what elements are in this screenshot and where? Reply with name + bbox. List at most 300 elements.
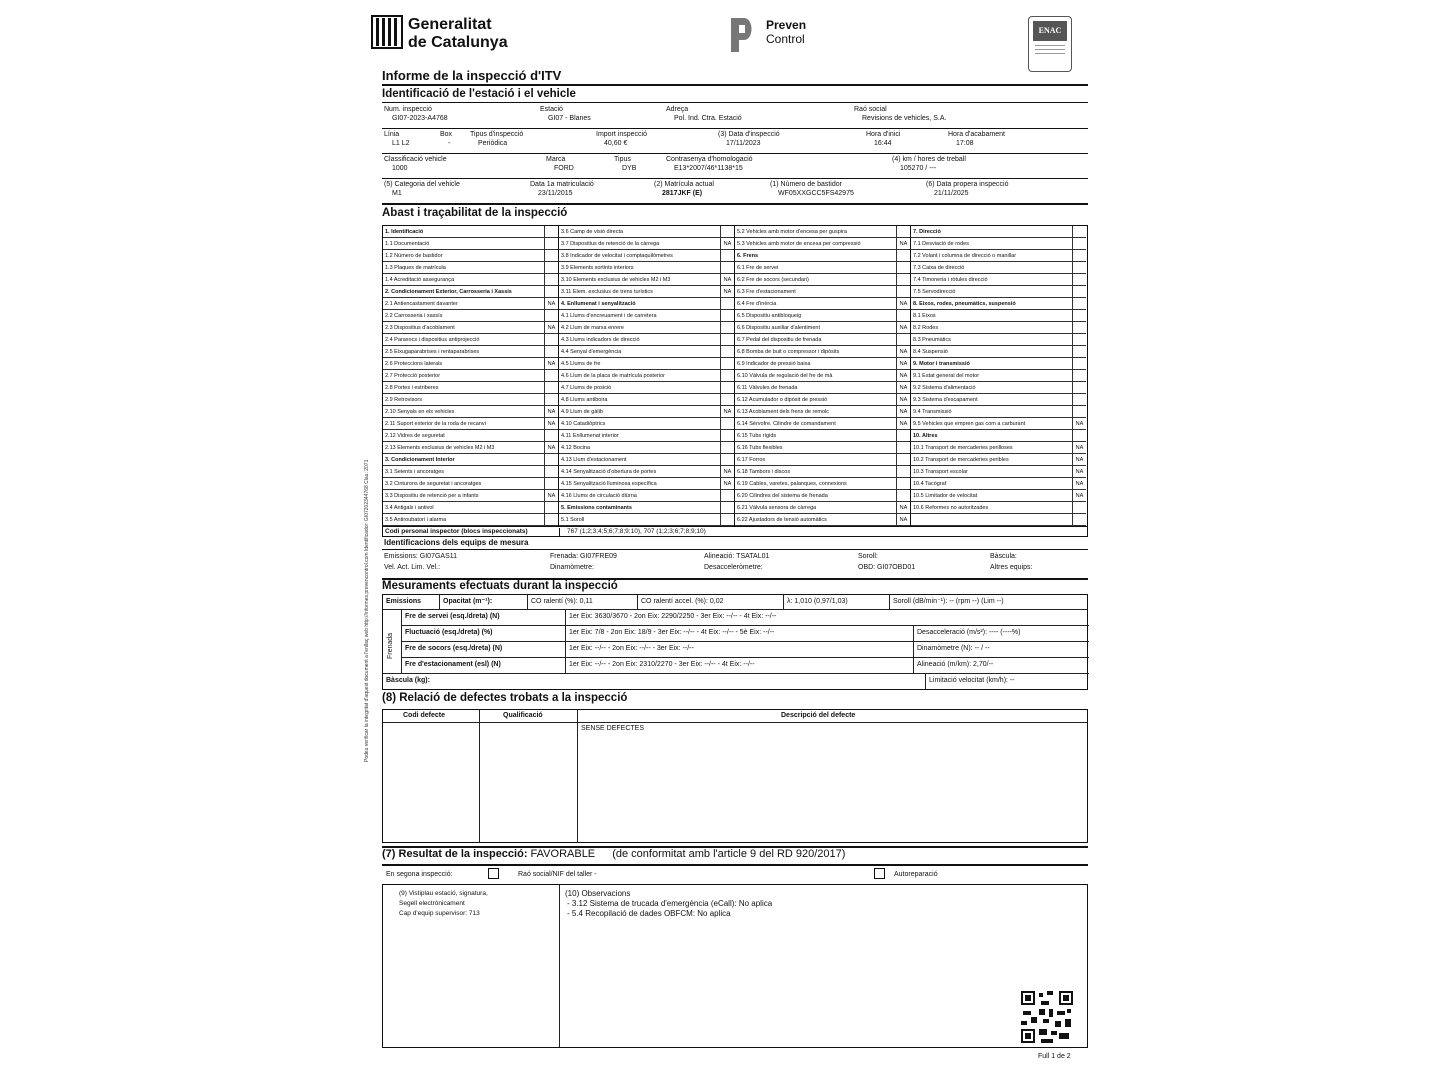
scope-item-na <box>896 334 910 345</box>
scope-item-label: 4.12 Bocina <box>561 444 591 451</box>
scope-item-na <box>1072 394 1086 405</box>
scope-item-label: 6.1 Fre de servei <box>737 264 779 271</box>
scope-item-na: NA <box>544 406 558 417</box>
scope-item-na <box>1072 502 1086 513</box>
scope-item-label: 6.14 Sèrvofre. Cilindre de comandament <box>737 420 836 427</box>
scope-item-label: 9.5 Vehicles que empren gas com a carburant <box>913 420 1026 427</box>
scope-item-na <box>1072 514 1086 525</box>
scope-item-na: NA <box>896 394 910 405</box>
scope-item-label: 4.9 Llum de gàlib <box>561 408 603 415</box>
scope-item <box>559 226 734 238</box>
scope-item-na <box>544 466 558 477</box>
prevencontrol-logo <box>728 16 756 59</box>
scope-item-label: 4.3 Llums indicadors de direcció <box>561 336 640 343</box>
scope-item-label: 2.10 Senyals en els vehicles <box>385 408 455 415</box>
scope-item <box>735 502 910 514</box>
scope-item-na: NA <box>896 238 910 249</box>
scope-item <box>383 286 558 298</box>
scope-item-label: 3.8 Indicador de velocitat i comptaquilòmetres <box>561 252 673 259</box>
scope-item-na <box>720 418 734 429</box>
scope-item <box>911 226 1086 238</box>
scope-item <box>735 322 910 334</box>
scope-item <box>911 370 1086 382</box>
scope-item <box>559 406 734 418</box>
scope-item-na: NA <box>544 442 558 453</box>
scope-item <box>383 430 558 442</box>
defects-table: Codi defecte Qualificació Descripció del defecte SENSE DEFECTES <box>382 709 1088 843</box>
scope-item-na: NA <box>896 406 910 417</box>
enac-badge: ENAC <box>1028 16 1072 72</box>
scope-item <box>911 262 1086 274</box>
scope-item-na <box>896 490 910 501</box>
scope-item-label: 6.12 Acumulador o dipòsit de pressió <box>737 396 828 403</box>
scope-item-label: 2.7 Protecció posterior <box>385 372 441 379</box>
prevencontrol-p-icon <box>728 16 756 54</box>
scope-item-na <box>896 430 910 441</box>
scope-item-na <box>720 358 734 369</box>
scope-item <box>911 298 1086 310</box>
scope-item <box>911 430 1086 442</box>
prevencontrol-name: Preven Control <box>766 18 807 46</box>
scope-item <box>735 334 910 346</box>
scope-item-label: 2.3 Dispositius d'acoblament <box>385 324 455 331</box>
scope-item-na <box>720 250 734 261</box>
scope-item-label: 5.3 Vehicles amb motor de encesa per compressió <box>737 240 861 247</box>
scope-item-na: NA <box>720 406 734 417</box>
scope-item-na: NA <box>1072 466 1086 477</box>
scope-item <box>911 394 1086 406</box>
scope-item-na: NA <box>544 358 558 369</box>
scope-item-label: 10.1 Transport de mercaderies perilloses <box>913 444 1013 451</box>
scope-item <box>735 406 910 418</box>
scope-item-na: NA <box>896 346 910 357</box>
scope-item-na <box>896 226 910 237</box>
scope-item <box>735 454 910 466</box>
scope-item-label: 10. Altres <box>913 432 938 439</box>
scope-item-label: 10.5 Limitador de velocitat <box>913 492 978 499</box>
scope-item-na <box>896 466 910 477</box>
scope-item <box>735 262 910 274</box>
scope-item <box>383 502 558 514</box>
scope-item <box>735 358 910 370</box>
scope-item <box>735 286 910 298</box>
scope-item-label: 8.4 Suspensió <box>913 348 948 355</box>
scope-item-na: NA <box>1072 442 1086 453</box>
scope-item-label: 2.9 Retrovisors <box>385 396 422 403</box>
scope-item-na <box>720 394 734 405</box>
generalitat-logo <box>370 14 404 55</box>
scope-item <box>559 430 734 442</box>
frenada-vertical-label: Frenada <box>383 609 402 673</box>
ident-row-1: Num. inspecció GI07-2023-A4768 Estació GI07 - Blanes Adreça Pol. Ind. Ctra. Estació Raó social Revisions de vehicles, S.A. <box>384 106 947 122</box>
scope-item-na: NA <box>1072 418 1086 429</box>
scope-item-label: 7.4 Timoneria i ròtules direcció <box>913 276 988 283</box>
scope-item-label: 2.5 Eixugaparabrises i rentaparabrises <box>385 348 480 355</box>
scope-item-na <box>544 502 558 513</box>
scope-item-na: NA <box>896 322 910 333</box>
scope-item-label: 7.2 Volant i columna de direcció o manillar <box>913 252 1017 259</box>
scope-item <box>559 358 734 370</box>
scope-item <box>383 370 558 382</box>
scope-item-na <box>720 382 734 393</box>
scope-item <box>383 334 558 346</box>
scope-item-label: 8.3 Pneumàtics <box>913 336 951 343</box>
scope-item-na: NA <box>720 238 734 249</box>
scope-item <box>735 346 910 358</box>
scope-item-label: 1. Identificació <box>385 228 424 235</box>
scope-item-na <box>896 310 910 321</box>
scope-item-label: 4.1 Llums d'encreuament i de carretera <box>561 312 657 319</box>
scope-item <box>559 370 734 382</box>
scope-item-label: 10.2 Transport de mercaderies peribles <box>913 456 1009 463</box>
measurements-table: Emissions Opacitat (m⁻¹): CO ralentí (%): 0,11 CO ralentí accel. (%): 0,02 λ: 1,010 (0,97/1,03) Soroll (dB/min⁻¹): -- (rpm --) (Lim --) Frenada Fre de servei (esq./dreta) (N) 1er Eix: 3630/3670 - 2on Eix: 2290/2250 - 3er Eix: --/-- - 4t Eix: --/-- Fluctuació (esq./dreta) (%) 1er Eix: 7/8 - 2on Eix: 18/9 - 3er Eix: --/-- - 4t Eix: --/-- - 5è Eix: --/-- Desacceleració (m/s²): ---- (----%) Fre de socors (esq./dreta) (N) 1er Eix: --/-- - 2on Eix: --/-- - 3er Eix: --/-- Dinamòmetre (N): -- / -- Fre d'estacionament (esl) (N) 1er Eix: --/-- - 2on Eix: 2310/2270 - 3er Eix: --/-- - 4t Eix: --/-- Alineació (m/km): 2,70/-- Bàscula (kg): Limitació velocitat (km/h): -- <box>382 594 1088 690</box>
scope-item-label: 2.12 Vidres de seguretat <box>385 432 445 439</box>
defect-entry: SENSE DEFECTES <box>581 725 645 732</box>
scope-item-na <box>720 502 734 513</box>
scope-item-label: 9.1 Estat general del motor <box>913 372 980 379</box>
scope-item-na: NA <box>544 322 558 333</box>
scope-item-na <box>544 250 558 261</box>
scope-item-label: 2. Condicionament Exterior, Carrosseria i Xassís <box>385 288 512 295</box>
scope-item <box>383 418 558 430</box>
scope-item-label: 7. Direcció <box>913 228 941 235</box>
autoreparacio-checkbox <box>874 868 885 879</box>
scope-item <box>383 322 558 334</box>
scope-item <box>911 406 1086 418</box>
scope-item <box>383 394 558 406</box>
scope-item-label: 3.2 Cinturons de seguretat i ancoratges <box>385 480 482 487</box>
scope-item-na <box>720 514 734 525</box>
scope-item-na <box>720 442 734 453</box>
scope-item <box>911 358 1086 370</box>
page-number: Full 1 de 2 <box>1038 1053 1071 1060</box>
generalitat-emblem-icon <box>370 14 404 50</box>
qr-code-icon <box>1019 989 1075 1045</box>
scope-item <box>383 514 558 526</box>
scope-item-label: 8. Eixos, rodes, pneumàtics, suspensió <box>913 300 1016 307</box>
scope-item <box>383 346 558 358</box>
scope-item-label: 6.4 Fre d'inèrcia <box>737 300 777 307</box>
scope-item-label: 6.13 Acoblament dels frens de remolc <box>737 408 830 415</box>
scope-item <box>735 394 910 406</box>
signature-observations-box: (9) Vistiplau estació, signatura, Segell electrònicament Cap d'equip supervisor: 713 (10) Observacions - 3.12 Sistema de trucada d'emergència (eCall): No aplica - 5.4 Recopilació de dades OBFCM: No aplica <box>382 884 1088 1048</box>
scope-item <box>559 262 734 274</box>
scope-item-label: 4.6 Llum de la placa de matrícula posterior <box>561 372 665 379</box>
scope-item <box>911 514 1086 526</box>
scope-item-label: 5.2 Vehicles amb motor d'encesa per guspira <box>737 228 847 235</box>
scope-item <box>383 262 558 274</box>
scope-item <box>911 346 1086 358</box>
scope-item-na <box>544 286 558 297</box>
scope-item-na <box>1072 274 1086 285</box>
scope-item-na <box>544 226 558 237</box>
scope-item-label: 4.16 Llums de circulació diürna <box>561 492 637 499</box>
scope-item-label: 3.9 Elements sortints interiors <box>561 264 634 271</box>
scope-item-na <box>720 454 734 465</box>
side-verification-text: Podeu verificar la integritat d'aquest document a l'enllaç web http://informes.prevencontrol.com Identificador: GI07202344768 Clau: 2071 <box>364 459 370 762</box>
scope-item-na: NA <box>1072 490 1086 501</box>
scope-item-na <box>544 346 558 357</box>
scope-item-na: NA <box>720 478 734 489</box>
scope-item-na <box>1072 226 1086 237</box>
scope-item-na <box>896 274 910 285</box>
scope-item-na <box>544 394 558 405</box>
scope-item-na: NA <box>896 298 910 309</box>
scope-item <box>911 382 1086 394</box>
scope-item-label: 5. Emissions contaminants <box>561 504 632 511</box>
scope-item <box>735 226 910 238</box>
scope-item <box>559 418 734 430</box>
scope-item-na: NA <box>720 286 734 297</box>
scope-item <box>559 346 734 358</box>
scope-item-label: 3.6 Camp de visió directa <box>561 228 624 235</box>
scope-column-1 <box>383 226 559 526</box>
scope-item <box>383 478 558 490</box>
scope-item <box>559 502 734 514</box>
scope-item <box>383 238 558 250</box>
scope-item-na <box>544 478 558 489</box>
scope-item-na <box>1072 238 1086 249</box>
scope-item-label: 6.17 Forros <box>737 456 766 463</box>
scope-item-label: 4.15 Senyalització lluminosa específica <box>561 480 657 487</box>
scope-item <box>911 334 1086 346</box>
scope-item-label: 8.2 Rodes <box>913 324 939 331</box>
scope-item-label: 9. Motor i transmissió <box>913 360 970 367</box>
scope-item <box>735 370 910 382</box>
scope-item <box>735 382 910 394</box>
scope-item <box>383 298 558 310</box>
scope-item-na <box>544 514 558 525</box>
scope-item-label: 6.15 Tubs rígids <box>737 432 777 439</box>
scope-item-na <box>544 310 558 321</box>
scope-item-label: 6.5 Dispositiu antibloqueig <box>737 312 802 319</box>
ident-section-title: Identificació de l'estació i el vehicle <box>382 88 576 100</box>
scope-item <box>735 418 910 430</box>
defects-section-title: (8) Relació de defectes trobats a la inspecció <box>382 692 628 704</box>
ident-row-4: (5) Categoria del vehicle M1 Data 1a matriculació 23/11/2015 (2) Matrícula actual 2817JKF (E) (1) Número de bastidor WF05XXGCC5FS42975 (6) Data propera inspecció 21/11/2025 <box>384 181 1009 197</box>
scope-item-label: 6.18 Tambors i discos <box>737 468 791 475</box>
scope-item <box>559 310 734 322</box>
scope-item <box>559 490 734 502</box>
scope-item-label: 3.7 Dispositius de retenció de la càrrega <box>561 240 660 247</box>
scope-item-na <box>1072 370 1086 381</box>
scope-item-na: NA <box>896 502 910 513</box>
scope-item <box>383 454 558 466</box>
scope-item-label: 10.6 Reformes no autoritzades <box>913 504 989 511</box>
scope-item <box>559 298 734 310</box>
scope-item <box>559 454 734 466</box>
scope-item-na <box>544 334 558 345</box>
result-line: (7) Resultat de la inspecció: FAVORABLE (de conformitat amb l'article 9 del RD 920/2017) <box>382 848 846 860</box>
scope-item-na <box>720 346 734 357</box>
equip-section-title: Identificacions dels equips de mesura <box>384 538 529 547</box>
scope-item <box>383 442 558 454</box>
scope-item <box>735 478 910 490</box>
inspection-document: Podeu verificar la integritat d'aquest document a l'enllaç web http://informes.prevencontrol.com Identificador: GI07202344768 Clau: 2071 Generalitat de Catalunya Preven Control ENAC Informe de la inspecció d'ITV Identificació de l'estació i el vehicle Num. inspecció GI07-2023-A4768 Estació GI07 - Blanes Adreça Pol. Ind. Ctra. Estació Raó social Revisions de vehicles, S.A. Línia L1 L2 Box - Tipus d'inspecció Periòdica Import inspecció 40,60 € (3) Data d'inspecció 17/11/2023 Hora d'inici 16:44 Hora d'acabament 17:08 Classificació vehicle 1000 Marca FORD Tipus DYB Contrasenya d'homologació E13*2007/46*1138*15 (4) km / hores de treball 105270 / --- (5) Categoria del vehicle M1 Data 1a matriculació 23/11/2015 (2) Matrícula actual 2817JKF (E) (1) Número de bastidor WF05XXGCC5FS42975 (6) Data propera inspecció 21/11/2025 Abast i traçabilitat de la inspecció 1. Identificació 1.1 Documentació 1.2 Número de bastidor 1.3 Plaques de matrícula 1.4 Acreditació assegurança 2. Condicionament Exterior, Carrosseria i Xassís 2.1 Antiencastament davanter NA 2.2 Carrosseria i xassís 2.3 Dispositius d'acoblament NA 2.4 Paraxocs i dispositius antiprojecció 2.5 Eixugaparabrises i rentaparabrises 2.6 Proteccions laterals NA 2.7 Protecció posterior 2.8 Portes i estriberes 2.9 Retrovisors 2.10 Senyals en els vehicles NA 2.11 Suport exterior de la roda de recanvi NA 2.12 Vidres de seguretat 2.13 Elements exclusius de vehicles M2 i M3 NA 3. Condicionament Interior 3.1 Seients i ancoratges 3.2 Cinturons de seguretat i ancoratges 3.3 Dispositiu de retenció per a infants NA 3.4 Antigals i antivol 3.5 Antiroubatori i alarma 3.6 Camp de visió directa 3.7 Dispositius de retenció de la càrrega NA 3.8 Indicador de velocitat i comptaquilòmetres 3.9 Elements sortints interiors 3.10 Elements exclusius de vehicles M2 i M3 NA 3.11 Elem. exclusius de trens turístics NA 4. Enllumenat i senyalització 4.1 Llums d'encreuament i de carretera 4.2 Llum de marxa enrere 4.3 Llums indicadors de direcció 4.4 Senyal d'emergència 4.5 Llums de fre 4.6 Llum de la placa de matrícula posterior 4.7 Llums de posició 4.8 Llums antiboira 4.9 Llum de gàlib NA 4.10 Catadiòptrics 4.11 Enllumenat interior 4.12 Bocina 4.13 Llum d'estacionament 4.14 Senyalització d'obertura de portes NA 4.15 Senyalització lluminosa específica NA 4.16 Llums de circulació diürna 5. Emissions contaminants 5.1 Soroll 5.2 Vehicles amb motor d'encesa per guspira 5.3 Vehicles amb motor de encesa per compressió NA 6. Frens 6.1 Fre de servei 6.2 Fre de socors (secundari) 6.3 Fre d'estacionament 6.4 Fre d'inèrcia NA 6.5 Dispositiu antibloqueig 6.6 Dispositiu auxiliar d'alentiment NA 6.7 Pedal del dispositiu de frenada 6.8 Bomba de buit o compressor i dipòsits NA 6.9 Indicador de pressió baixa NA 6.10 Vàlvula de regulació del fre de mà NA 6.11 Vàlvules de frenada NA 6.12 Acumulador o dipòsit de pressió NA 6.13 Acoblament dels frens de remolc NA 6.14 Sèrvofre. Cilindre de comandament NA 6.15 Tubs rígids 6.16 Tubs flexibles 6.17 Forros 6.18 Tambors i discos 6.19 Cables, varetes, palanques, connexions 6.20 Cilindres del sistema de frenada 6.21 Vàlvula sensora de càrrega NA 6.22 Ajustadors de tensió automàtics NA 7. Direcció 7.1 Desviació de rodes 7.2 Volant i columna de direcció o manillar 7.3 Caixa de direcció 7.4 Timoneria i ròtules direcció 7.5 Servodirecció 8. Eixos, rodes, pneumàtics, suspensió 8.1 Eixos 8.2 Rodes 8.3 Pneumàtics 8.4 Suspensió 9. Motor i transmissió 9.1 Estat general del motor 9.2 Sistema d'alimentació 9.3 Sistema d'escapament 9.4 Transmissió 9.5 Vehicles que empren gas com a carburant NA 10. Altres 10.1 Transport de mercaderies perilloses NA 10.2 Transport de mercaderies peribles NA 10.3 Transport escolar NA 10.4 Tacògraf NA 10.5 Limitador de velocitat NA 10.6 Reformes no autoritzades Codi personal inspector (blocs inspeccionats) 767 (1;2;3;4;5;6;7;8;9;10), 707 (1;2;3;6;7;8;9;10) Identificacions dels equips de mesura Emissions: GI07GAS11 Frenada: GI07FRE09 Alineació: TSATAL01 Soroll: Bàscula: Vel. Act. Lim. Vel.: Dinamòmetre: Desacceleròmetre: OBD: GI07OBD01 Altres equips: Mesuraments efectuats durant la inspecció Emissions Opacitat (m⁻¹): CO ralentí (%): 0,11 CO ralentí accel. (%): 0,02 λ: 1,010 (0,97/1,03) Soroll (dB/min⁻¹): -- (rpm --) (Lim --) Frenada Fre de servei (esq./dreta) (N) 1er Eix: 3630/3670 - 2on Eix: 2290/2250 - 3er Eix: --/-- - 4t Eix: --/-- Fluctuació (esq./dreta) (%) 1er Eix: 7/8 - 2on Eix: 18/9 - 3er Eix: --/-- - 4t Eix: --/-- - 5è Eix: --/-- Desacceleració (m/s²): ---- (----%) Fre de socors (esq./dreta) (N) 1er Eix: --/-- - 2on Eix: --/-- - 3er Eix: --/-- Dinamòmetre (N): -- / -- Fre d'estacionament (esl) (N) 1er Eix: --/-- - 2on Eix: 2310/2270 - 3er Eix: --/-- - 4t Eix: --/-- Alineació (m/km): 2,70/-- Bàscula (kg): Limitació velocitat (km/h): -- (8) Relació de defectes trobats a la inspecció Codi defecte Qualificació Descripció del defecte SENSE DEFECTES (7) Resultat de la inspecció: FAVORABLE (de conformitat amb l'article 9 del RD 920/2017) En segona inspecció: Raó social/NIF del taller - Autoreparació (9) Vistiplau estació, signatura, Segell electrònicament Cap d'equip supervisor: 713 (10) Observacions - 3.12 Sistema de trucada d'emergència (eCall): No aplica - 5.4 Recopilació de dades OBFCM: No aplica Full 1 de 2 <box>382 12 1088 1072</box>
scope-item <box>911 310 1086 322</box>
scope-item <box>559 322 734 334</box>
scope-item-label: 6.20 Cilindres del sistema de frenada <box>737 492 828 499</box>
scope-item-label: 3.11 Elem. exclusius de trens turístics <box>561 288 653 295</box>
scope-item <box>559 274 734 286</box>
result-value: FAVORABLE <box>530 848 596 860</box>
scope-item-label: 9.3 Sistema d'escapament <box>913 396 978 403</box>
scope-item-na <box>1072 346 1086 357</box>
scope-item <box>383 310 558 322</box>
scope-item <box>383 406 558 418</box>
scope-item <box>559 250 734 262</box>
scope-item-label: 4.7 Llums de posició <box>561 384 612 391</box>
scope-item-na <box>720 370 734 381</box>
scope-item-label: 6.21 Vàlvula sensora de càrrega <box>737 504 817 511</box>
scope-item <box>911 466 1086 478</box>
scope-grid <box>382 225 1088 527</box>
scope-item-na <box>544 370 558 381</box>
scope-item <box>559 442 734 454</box>
scope-item-na: NA <box>896 358 910 369</box>
scope-item <box>911 502 1086 514</box>
scope-item <box>735 250 910 262</box>
scope-item-na: NA <box>544 418 558 429</box>
scope-item-label: 1.1 Documentació <box>385 240 430 247</box>
scope-item <box>735 514 910 526</box>
scope-item <box>559 478 734 490</box>
scope-item <box>735 238 910 250</box>
scope-item-na: NA <box>544 298 558 309</box>
scope-item-na <box>544 274 558 285</box>
scope-item <box>735 466 910 478</box>
scope-item <box>911 238 1086 250</box>
scope-item <box>559 466 734 478</box>
scope-item-na <box>720 262 734 273</box>
scope-item-na <box>896 250 910 261</box>
scope-item-label: 7.3 Caixa de direcció <box>913 264 965 271</box>
scope-item-label: 4.10 Catadiòptrics <box>561 420 606 427</box>
scope-item-label: 2.2 Carrosseria i xassís <box>385 312 443 319</box>
scope-item-label: 6. Frens <box>737 252 759 259</box>
scope-item <box>383 490 558 502</box>
scope-item <box>383 466 558 478</box>
ident-row-3: Classificació vehicle 1000 Marca FORD Tipus DYB Contrasenya d'homologació E13*2007/46*1138*15 (4) km / hores de treball 105270 / --- <box>384 156 966 172</box>
scope-item-label: 9.2 Sistema d'alimentació <box>913 384 976 391</box>
scope-item-label: 6.22 Ajustadors de tensió automàtics <box>737 516 827 523</box>
scope-item-na <box>1072 286 1086 297</box>
scope-item-na <box>544 454 558 465</box>
scope-item-na <box>896 454 910 465</box>
segona-inspeccio-checkbox <box>488 868 499 879</box>
scope-item-label: 6.6 Dispositiu auxiliar d'alentiment <box>737 324 820 331</box>
scope-item-label: 2.4 Paraxocs i dispositius antiprojecció <box>385 336 480 343</box>
scope-item-na <box>1072 334 1086 345</box>
scope-item-na <box>896 262 910 273</box>
scope-item-label: 2.1 Antiencastament davanter <box>385 300 458 307</box>
scope-item <box>911 454 1086 466</box>
scope-item-na: NA <box>544 490 558 501</box>
scope-item <box>911 442 1086 454</box>
scope-item-label: 4.14 Senyalització d'obertura de portes <box>561 468 657 475</box>
scope-item-na: NA <box>896 418 910 429</box>
scope-item-label: 2.11 Suport exterior de la roda de recanvi <box>385 420 486 427</box>
scope-item <box>911 250 1086 262</box>
scope-item <box>735 442 910 454</box>
scope-item-label: 4.2 Llum de marxa enrere <box>561 324 624 331</box>
scope-item-label: 3.1 Seients i ancoratges <box>385 468 445 475</box>
scope-item <box>383 274 558 286</box>
scope-item-label: 6.8 Bomba de buit o compressor i dipòsits <box>737 348 840 355</box>
equip-rows: Emissions: GI07GAS11 Frenada: GI07FRE09 Alineació: TSATAL01 Soroll: Bàscula: Vel. Act. Lim. Vel.: Dinamòmetre: Desacceleròmetre: OBD: GI07OBD01 Altres equips: <box>384 553 1033 571</box>
scope-item-label: 6.16 Tubs flexibles <box>737 444 783 451</box>
scope-item-label: 4.5 Llums de fre <box>561 360 601 367</box>
scope-section-title: Abast i traçabilitat de la inspecció <box>382 207 568 219</box>
scope-item-na <box>896 478 910 489</box>
scope-item <box>559 286 734 298</box>
scope-item-label: 9.4 Transmissió <box>913 408 952 415</box>
inspector-code-row: Codi personal inspector (blocs inspeccionats) 767 (1;2;3;4;5;6;7;8;9;10), 707 (1;2;3;6;7;8;9;10) <box>382 526 1088 537</box>
scope-item-na <box>1072 310 1086 321</box>
scope-item-label: 10.3 Transport escolar <box>913 468 968 475</box>
scope-item <box>735 274 910 286</box>
scope-item-label: 3.3 Dispositiu de retenció per a infants <box>385 492 479 499</box>
scope-item-label: 4. Enllumenat i senyalització <box>561 300 636 307</box>
scope-item-label: 6.9 Indicador de pressió baixa <box>737 360 811 367</box>
scope-item-label: 10.4 Tacògraf <box>913 480 947 487</box>
scope-item <box>911 478 1086 490</box>
scope-item <box>559 394 734 406</box>
scope-item <box>911 274 1086 286</box>
scope-item-na <box>720 226 734 237</box>
scope-item-na <box>720 322 734 333</box>
scope-item <box>383 226 558 238</box>
scope-column-4 <box>911 226 1086 526</box>
scope-item-label: 5.1 Soroll <box>561 516 585 523</box>
scope-item-label: 4.8 Llums antiboira <box>561 396 608 403</box>
scope-column-3 <box>735 226 911 526</box>
scope-item-label: 2.6 Proteccions laterals <box>385 360 443 367</box>
scope-item-label: 2.13 Elements exclusius de vehicles M2 i M3 <box>385 444 495 451</box>
scope-item <box>735 310 910 322</box>
scope-item-label: 6.7 Pedal del dispositiu de frenada <box>737 336 822 343</box>
scope-item <box>559 334 734 346</box>
scope-item-na <box>720 490 734 501</box>
scope-item <box>559 238 734 250</box>
scope-item-na <box>544 262 558 273</box>
scope-item-na: NA <box>720 466 734 477</box>
scope-item-na <box>1072 358 1086 369</box>
scope-item <box>559 514 734 526</box>
scope-item <box>735 430 910 442</box>
scope-item-na <box>1072 430 1086 441</box>
scope-item-na <box>544 430 558 441</box>
scope-item-na <box>720 298 734 309</box>
scope-item-label: 1.4 Acreditació assegurança <box>385 276 455 283</box>
scope-item <box>735 298 910 310</box>
scope-item <box>735 490 910 502</box>
generalitat-name: Generalitat de Catalunya <box>408 16 508 51</box>
scope-item-na: NA <box>720 274 734 285</box>
scope-item-label: 1.2 Número de bastidor <box>385 252 443 259</box>
scope-item <box>911 322 1086 334</box>
scope-item-label: 6.10 Vàlvula de regulació del fre de mà <box>737 372 833 379</box>
scope-item-label: 6.3 Fre d'estacionament <box>737 288 796 295</box>
scope-item-na <box>1072 250 1086 261</box>
scope-item-label: 3.4 Antigals i antivol <box>385 504 434 511</box>
scope-item-na <box>1072 406 1086 417</box>
document-title: Informe de la inspecció d'ITV <box>382 68 562 83</box>
scope-item-na <box>1072 262 1086 273</box>
scope-item <box>383 382 558 394</box>
scope-item <box>383 358 558 370</box>
scope-item-na <box>1072 322 1086 333</box>
